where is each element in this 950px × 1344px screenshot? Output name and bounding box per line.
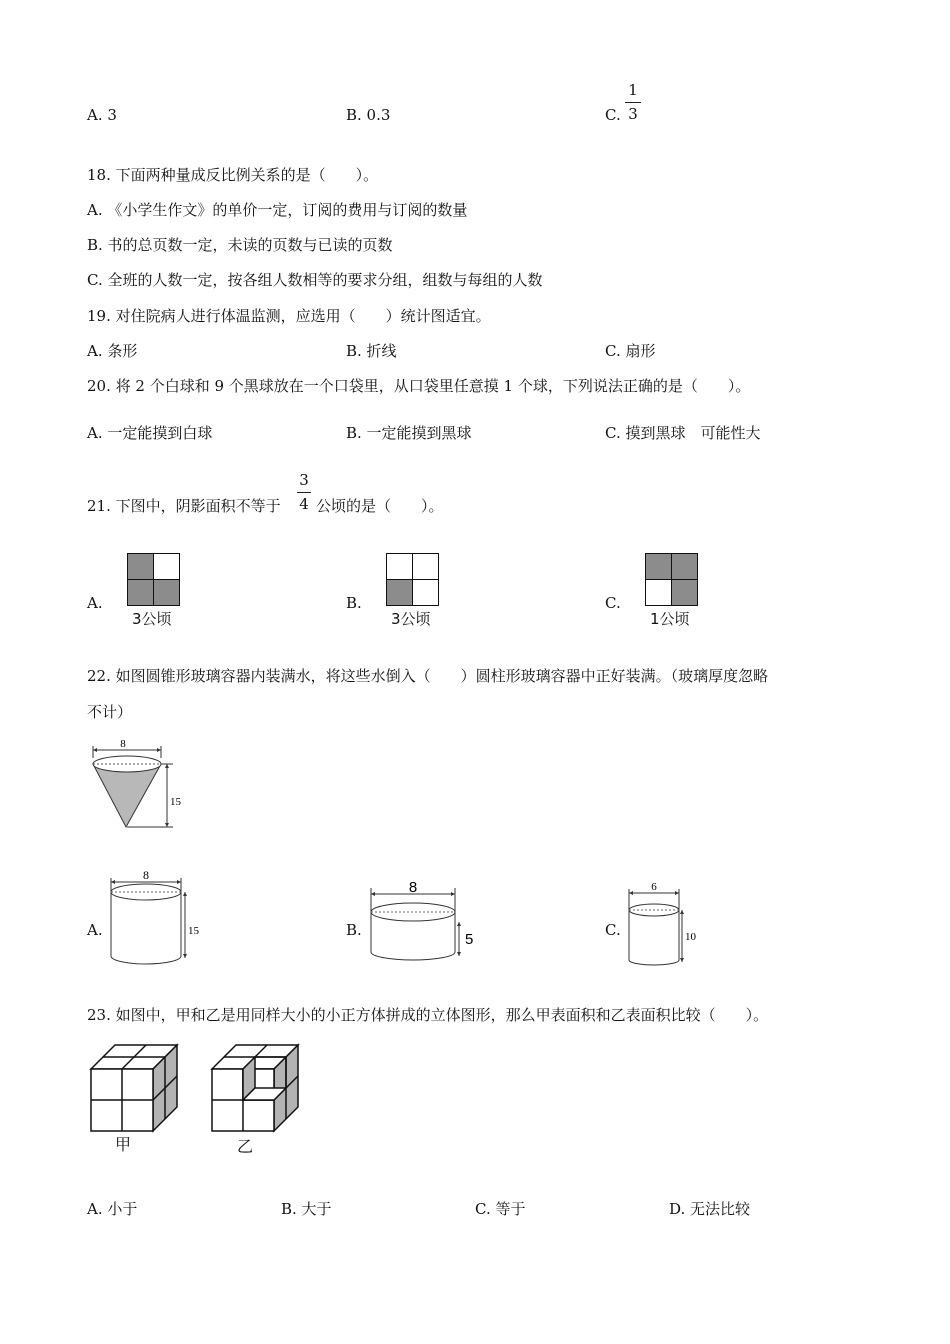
arrow-head xyxy=(111,880,115,884)
q17-option-b[interactable]: B. 0.3 xyxy=(346,106,391,124)
fraction-bar xyxy=(297,492,311,493)
cylinder-height-label: 15 xyxy=(188,925,199,937)
q20-option-c[interactable]: C. 摸到黑球 可能性大 xyxy=(605,424,761,442)
cylinder-diameter-label: 8 xyxy=(408,879,418,896)
cone-diameter-label: 8 xyxy=(120,738,126,750)
cell-shaded xyxy=(672,554,698,580)
q22-stem-line1: 22. 如图圆锥形玻璃容器内装满水，将这些水倒入（ ）圆柱形玻璃容器中正好装满。（玻璃厚度忽略 xyxy=(87,667,769,685)
q22-cylinder-b xyxy=(367,876,487,966)
cell-empty xyxy=(154,554,180,580)
q23-stem: 23. 如图中，甲和乙是用同样大小的小正方体拼成的立体图形，那么甲表面积和乙表面积比较（ ）。 xyxy=(87,1006,769,1024)
arrow-head xyxy=(371,892,375,896)
q23-option-c[interactable]: C. 等于 xyxy=(475,1200,526,1218)
cylinder-height-label: 10 xyxy=(685,931,696,943)
arrow-head xyxy=(165,764,169,768)
q23-option-a[interactable]: A. 小于 xyxy=(87,1200,138,1218)
arrow-head xyxy=(675,891,679,895)
fraction-denominator: 4 xyxy=(299,495,309,513)
q19-option-c[interactable]: C. 扇形 xyxy=(605,342,656,360)
q18-option-b[interactable]: B. 书的总页数一定，未读的页数与已读的页数 xyxy=(87,236,393,254)
cell-shaded xyxy=(672,580,698,606)
q23-figure-yi xyxy=(210,1043,302,1135)
arrow-head xyxy=(183,954,187,958)
q18-option-a[interactable]: A. 《小学生作文》的单价一定，订阅的费用与订阅的数量 xyxy=(87,201,468,219)
cell-shaded xyxy=(387,580,413,606)
q23-option-b[interactable]: B. 大于 xyxy=(281,1200,332,1218)
fraction-numerator: 3 xyxy=(299,471,309,489)
q21-caption-a: 3公顷 xyxy=(132,610,172,628)
q21-option-c[interactable]: C. xyxy=(605,594,621,612)
cylinder-body xyxy=(629,910,679,965)
q20-stem: 20. 将 2 个白球和 9 个黑球放在一个口袋里，从口袋里任意摸 1 个球，下列说法正确的是（ ）。 xyxy=(87,377,751,395)
q23-label-yi: 乙 xyxy=(237,1137,254,1156)
cell-empty xyxy=(387,554,413,580)
q22-option-c[interactable]: C. xyxy=(605,921,621,939)
arrow-head xyxy=(629,891,633,895)
q21-figure-c xyxy=(645,553,699,607)
cell-shaded xyxy=(646,554,672,580)
q22-stem-line2: 不计） xyxy=(87,703,133,721)
q21-caption-c: 1公顷 xyxy=(650,610,690,628)
q21-figure-b xyxy=(386,553,440,607)
q22-cone-figure xyxy=(85,738,195,833)
cylinder-diameter-label: 8 xyxy=(143,868,149,882)
q22-option-a[interactable]: A. xyxy=(87,921,103,939)
q22-cylinder-c xyxy=(625,880,715,970)
cell-empty xyxy=(413,580,439,606)
q19-stem: 19. 对住院病人进行体温监测，应选用（ ）统计图适宜。 xyxy=(87,307,491,325)
arrow-head xyxy=(680,958,684,962)
fraction-bar xyxy=(625,102,641,103)
q23-figure-jia xyxy=(89,1043,181,1135)
cell-empty xyxy=(413,554,439,580)
cylinder-height-label: 5 xyxy=(465,931,474,948)
q21-figure-a xyxy=(127,553,181,607)
q17-option-a[interactable]: A. 3 xyxy=(87,106,117,124)
arrow-head xyxy=(457,922,461,926)
cell-empty xyxy=(646,580,672,606)
q22-cylinder-a xyxy=(105,868,205,968)
arrow-head xyxy=(457,952,461,956)
arrow-head xyxy=(183,892,187,896)
q19-option-b[interactable]: B. 折线 xyxy=(346,342,397,360)
q21-stem-fraction xyxy=(297,473,311,512)
q17-option-c[interactable]: C. xyxy=(605,106,621,124)
cylinder-diameter-label: 6 xyxy=(651,881,657,893)
cone-height-label: 15 xyxy=(170,796,181,808)
q23-label-jia: 甲 xyxy=(115,1135,132,1154)
q20-option-b[interactable]: B. 一定能摸到黑球 xyxy=(346,424,472,442)
q18-option-c[interactable]: C. 全班的人数一定，按各组人数相等的要求分组，组数与每组的人数 xyxy=(87,271,543,289)
cell-shaded xyxy=(128,580,154,606)
q22-option-b[interactable]: B. xyxy=(346,921,362,939)
q21-stem-prefix: 21. 下图中，阴影面积不等于 xyxy=(87,497,281,515)
fraction-numerator: 1 xyxy=(628,81,638,99)
arrow-head xyxy=(177,880,181,884)
arrow-head xyxy=(93,748,97,752)
arrow-head xyxy=(680,910,684,914)
arrow-head xyxy=(451,892,455,896)
fraction-denominator: 3 xyxy=(628,105,638,123)
q21-option-b[interactable]: B. xyxy=(346,594,362,612)
arrow-head xyxy=(165,823,169,827)
q19-option-a[interactable]: A. 条形 xyxy=(87,342,138,360)
q20-option-a[interactable]: A. 一定能摸到白球 xyxy=(87,424,213,442)
q21-caption-b: 3公顷 xyxy=(391,610,431,628)
arrow-head xyxy=(157,748,161,752)
cell-shaded xyxy=(128,554,154,580)
q23-option-d[interactable]: D. 无法比较 xyxy=(669,1200,751,1218)
cylinder-top xyxy=(111,884,181,900)
cell-shaded xyxy=(154,580,180,606)
cylinder-body xyxy=(111,892,181,964)
q18-stem: 18. 下面两种量成反比例关系的是（ ）。 xyxy=(87,166,379,184)
q21-stem-suffix: 公顷的是（ ）。 xyxy=(316,497,444,515)
cone-body xyxy=(93,764,161,827)
q21-option-a[interactable]: A. xyxy=(87,594,103,612)
q17-option-c-fraction xyxy=(625,83,641,122)
